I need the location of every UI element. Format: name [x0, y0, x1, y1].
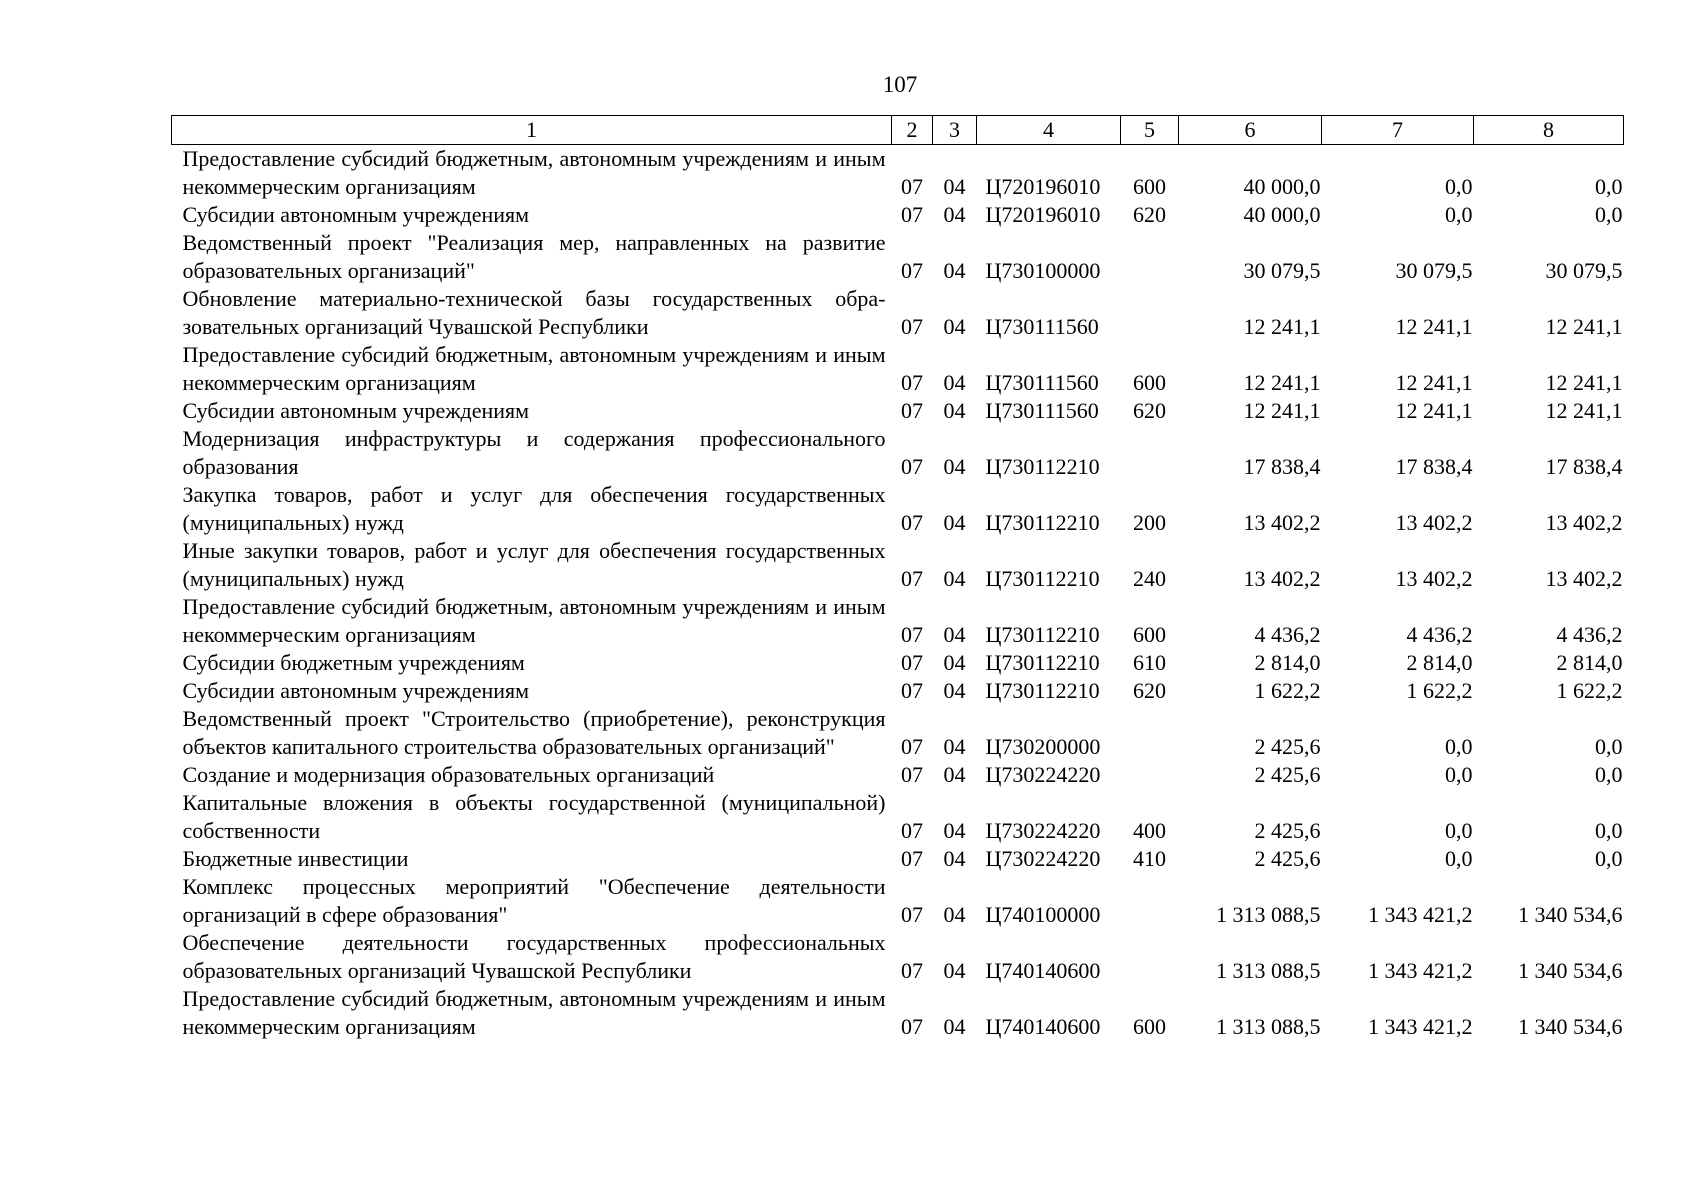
row-value-year-2: 1 343 421,2: [1368, 1014, 1473, 1039]
row-section: 07: [901, 650, 923, 675]
row-value-year-3: 1 340 534,6: [1518, 958, 1623, 983]
row-value-year-2: 12 241,1: [1395, 370, 1473, 395]
row-target-code: Ц720196010: [985, 202, 1101, 227]
row-subsection: 04: [943, 174, 966, 199]
row-value-year-1: 12 241,1: [1243, 370, 1321, 395]
row-section: 07: [901, 174, 923, 199]
row-section: 07: [901, 202, 923, 227]
row-value-year-2: 12 241,1: [1395, 314, 1473, 339]
row-value-year-1: 1 622,2: [1254, 678, 1321, 703]
row-value-year-2: 0,0: [1445, 174, 1473, 199]
budget-table: [171, 115, 1624, 1041]
row-subsection: 04: [943, 370, 966, 395]
table-row: [172, 761, 1624, 789]
row-expense-type: 610: [1133, 650, 1166, 675]
table-row: [172, 201, 1624, 229]
row-value-year-1: 4 436,2: [1254, 622, 1321, 647]
row-subsection: 04: [943, 678, 966, 703]
row-target-code: Ц730112210: [985, 510, 1100, 535]
row-expense-type: 600: [1133, 174, 1166, 199]
row-expense-type: 200: [1133, 510, 1166, 535]
row-name: Создание и модернизация образовательных организаций: [182, 762, 715, 787]
row-value-year-1: 1 313 088,5: [1216, 958, 1321, 983]
row-expense-type: 620: [1133, 202, 1166, 227]
row-value-year-3: 1 340 534,6: [1518, 902, 1623, 927]
row-value-year-1: 40 000,0: [1243, 202, 1321, 227]
row-value-year-1: 2 425,6: [1254, 818, 1321, 843]
row-value-year-3: 13 402,2: [1545, 566, 1623, 591]
row-value-year-1: 12 241,1: [1243, 314, 1321, 339]
row-section: 07: [901, 902, 923, 927]
row-subsection: 04: [943, 734, 966, 759]
row-value-year-3: 12 241,1: [1545, 314, 1623, 339]
row-section: 07: [901, 846, 923, 871]
row-value-year-3: 30 079,5: [1545, 258, 1623, 283]
header-col-8: 8: [1474, 116, 1624, 145]
header-col-4: 4: [977, 116, 1121, 145]
row-section: 07: [901, 258, 923, 283]
header-col-3: 3: [933, 116, 977, 145]
table-row: [172, 397, 1624, 425]
header-col-7: 7: [1322, 116, 1474, 145]
row-value-year-2: 30 079,5: [1395, 258, 1473, 283]
row-expense-type: 620: [1133, 398, 1166, 423]
table-row: [172, 145, 1624, 202]
row-expense-type: [1121, 705, 1179, 761]
row-name: Бюджетные инвестиции: [182, 846, 409, 871]
row-name: Капитальные вложения в объекты государственной (муниципальной) собственности: [182, 790, 886, 843]
table-row: [172, 481, 1624, 537]
row-name: Обновление материально-технической базы государственных образовательных организаций Чувашской Республики: [182, 286, 886, 339]
header-col-1: 1: [172, 116, 892, 145]
row-target-code: Ц730112210: [985, 678, 1100, 703]
row-value-year-1: 1 313 088,5: [1216, 1014, 1321, 1039]
row-value-year-3: 1 340 534,6: [1518, 1014, 1623, 1039]
row-section: 07: [901, 734, 923, 759]
row-expense-type: [1121, 761, 1179, 789]
row-value-year-3: 0,0: [1595, 846, 1623, 871]
row-section: 07: [901, 622, 923, 647]
row-value-year-2: 0,0: [1445, 846, 1473, 871]
row-name: Предоставление субсидий бюджетным, автономным учреждениям и иным некоммерческим организациям: [182, 146, 886, 199]
row-subsection: 04: [943, 258, 966, 283]
table-body: [172, 145, 1624, 1042]
row-value-year-2: 1 343 421,2: [1368, 958, 1473, 983]
row-value-year-2: 13 402,2: [1395, 510, 1473, 535]
row-subsection: 04: [943, 818, 966, 843]
row-name: Субсидии автономным учреждениям: [182, 678, 530, 703]
row-target-code: Ц730224220: [985, 818, 1101, 843]
row-value-year-2: 13 402,2: [1395, 566, 1473, 591]
row-target-code: Ц730112210: [985, 566, 1100, 591]
row-value-year-2: 0,0: [1445, 762, 1473, 787]
row-name: Закупка товаров, работ и услуг для обеспечения государственных (муниципальных) нужд: [182, 482, 886, 535]
row-expense-type: [1121, 425, 1179, 481]
table-row: [172, 929, 1624, 985]
row-section: 07: [901, 818, 923, 843]
row-expense-type: 400: [1133, 818, 1166, 843]
row-value-year-2: 0,0: [1445, 734, 1473, 759]
row-expense-type: 600: [1133, 622, 1166, 647]
row-name: Модернизация инфраструктуры и содержания профессионального образования: [182, 426, 886, 479]
row-section: 07: [901, 370, 923, 395]
row-subsection: 04: [943, 510, 966, 535]
header-row: [172, 116, 1624, 145]
row-name: Субсидии автономным учреждениям: [182, 398, 530, 423]
row-value-year-2: 17 838,4: [1395, 454, 1473, 479]
row-value-year-2: 1 343 421,2: [1368, 902, 1473, 927]
row-value-year-1: 2 425,6: [1254, 846, 1321, 871]
row-name: Иные закупки товаров, работ и услуг для обеспечения государственных (муниципальных) нужд: [182, 538, 886, 591]
row-value-year-3: 12 241,1: [1545, 370, 1623, 395]
row-name: Предоставление субсидий бюджетным, автономным учреждениям и иным некоммерческим организациям: [182, 342, 886, 395]
row-target-code: Ц740100000: [985, 902, 1101, 927]
row-value-year-3: 2 814,0: [1556, 650, 1623, 675]
row-value-year-1: 13 402,2: [1243, 566, 1321, 591]
row-name: Комплекс процессных мероприятий "Обеспечение деятельности организаций в сфере образования": [182, 874, 886, 927]
row-expense-type: [1121, 929, 1179, 985]
table-row: [172, 677, 1624, 705]
row-subsection: 04: [943, 902, 966, 927]
row-subsection: 04: [943, 762, 966, 787]
row-expense-type: 620: [1133, 678, 1166, 703]
row-expense-type: [1121, 229, 1179, 285]
row-section: 07: [901, 454, 923, 479]
table-header: [172, 116, 1624, 145]
row-subsection: 04: [943, 1014, 966, 1039]
row-subsection: 04: [943, 846, 966, 871]
row-subsection: 04: [943, 314, 966, 339]
table-row: [172, 789, 1624, 845]
row-value-year-3: 17 838,4: [1545, 454, 1623, 479]
row-value-year-3: 4 436,2: [1556, 622, 1623, 647]
row-target-code: Ц740140600: [985, 958, 1101, 983]
header-col-6: 6: [1179, 116, 1322, 145]
row-target-code: Ц730111560: [985, 398, 1099, 423]
row-target-code: Ц730111560: [985, 314, 1099, 339]
row-section: 07: [901, 1014, 923, 1039]
row-subsection: 04: [943, 958, 966, 983]
table-row: [172, 705, 1624, 761]
row-value-year-2: 0,0: [1445, 202, 1473, 227]
row-expense-type: [1121, 873, 1179, 929]
row-value-year-3: 0,0: [1595, 818, 1623, 843]
page-number: 107: [882, 72, 918, 97]
table-row: [172, 285, 1624, 341]
row-value-year-1: 13 402,2: [1243, 510, 1321, 535]
row-value-year-1: 2 425,6: [1254, 762, 1321, 787]
row-value-year-1: 40 000,0: [1243, 174, 1321, 199]
row-target-code: Ц730200000: [985, 734, 1101, 759]
table-row: [172, 229, 1624, 285]
row-value-year-2: 1 622,2: [1406, 678, 1473, 703]
row-expense-type: 600: [1133, 1014, 1166, 1039]
row-name: Субсидии бюджетным учреждениям: [182, 650, 525, 675]
header-col-2: 2: [892, 116, 933, 145]
table-row: [172, 425, 1624, 481]
table-row: [172, 845, 1624, 873]
row-name: Предоставление субсидий бюджетным, автономным учреждениям и иным некоммерческим организациям: [182, 594, 886, 647]
row-expense-type: [1121, 285, 1179, 341]
row-section: 07: [901, 566, 923, 591]
row-name: Ведомственный проект "Реализация мер, направленных на развитие образовательных организаций": [182, 230, 886, 283]
row-value-year-1: 2 425,6: [1254, 734, 1321, 759]
row-target-code: Ц730112210: [985, 454, 1100, 479]
row-value-year-2: 4 436,2: [1406, 622, 1473, 647]
row-subsection: 04: [943, 454, 966, 479]
row-subsection: 04: [943, 650, 966, 675]
row-section: 07: [901, 958, 923, 983]
row-value-year-3: 13 402,2: [1545, 510, 1623, 535]
row-expense-type: 240: [1133, 566, 1166, 591]
table-row: [172, 985, 1624, 1041]
row-subsection: 04: [943, 398, 966, 423]
row-name: Ведомственный проект "Строительство (приобретение), реконструкция объектов капитального строительства образовательных организаций": [182, 706, 886, 759]
row-value-year-3: 0,0: [1595, 174, 1623, 199]
row-value-year-1: 17 838,4: [1243, 454, 1321, 479]
row-name: Субсидии автономным учреждениям: [182, 202, 530, 227]
row-subsection: 04: [943, 622, 966, 647]
row-section: 07: [901, 398, 923, 423]
row-target-code: Ц730112210: [985, 650, 1100, 675]
row-value-year-2: 0,0: [1445, 818, 1473, 843]
row-target-code: Ц730224220: [985, 762, 1101, 787]
table-row: [172, 593, 1624, 649]
row-value-year-3: 0,0: [1595, 734, 1623, 759]
header-col-5: 5: [1121, 116, 1179, 145]
table-row: [172, 649, 1624, 677]
row-subsection: 04: [943, 202, 966, 227]
row-value-year-3: 0,0: [1595, 762, 1623, 787]
row-value-year-1: 2 814,0: [1254, 650, 1321, 675]
table-row: [172, 873, 1624, 929]
row-value-year-1: 12 241,1: [1243, 398, 1321, 423]
row-section: 07: [901, 510, 923, 535]
row-target-code: Ц730112210: [985, 622, 1100, 647]
row-value-year-3: 12 241,1: [1545, 398, 1623, 423]
row-section: 07: [901, 762, 923, 787]
row-value-year-2: 2 814,0: [1406, 650, 1473, 675]
row-target-code: Ц740140600: [985, 1014, 1101, 1039]
row-expense-type: 410: [1133, 846, 1166, 871]
table-row: [172, 341, 1624, 397]
row-value-year-3: 1 622,2: [1556, 678, 1623, 703]
table-row: [172, 537, 1624, 593]
row-target-code: Ц730224220: [985, 846, 1101, 871]
row-target-code: Ц730100000: [985, 258, 1101, 283]
row-name: Предоставление субсидий бюджетным, автономным учреждениям и иным некоммерческим организациям: [182, 986, 886, 1039]
row-value-year-2: 12 241,1: [1395, 398, 1473, 423]
row-value-year-3: 0,0: [1595, 202, 1623, 227]
row-expense-type: 600: [1133, 370, 1166, 395]
row-target-code: Ц720196010: [985, 174, 1101, 199]
row-section: 07: [901, 314, 923, 339]
row-target-code: Ц730111560: [985, 370, 1099, 395]
row-name: Обеспечение деятельности государственных профессиональных образовательных организаций Чувашской Республики: [182, 930, 886, 983]
row-value-year-1: 30 079,5: [1243, 258, 1321, 283]
row-value-year-1: 1 313 088,5: [1216, 902, 1321, 927]
row-section: 07: [901, 678, 923, 703]
row-subsection: 04: [943, 566, 966, 591]
